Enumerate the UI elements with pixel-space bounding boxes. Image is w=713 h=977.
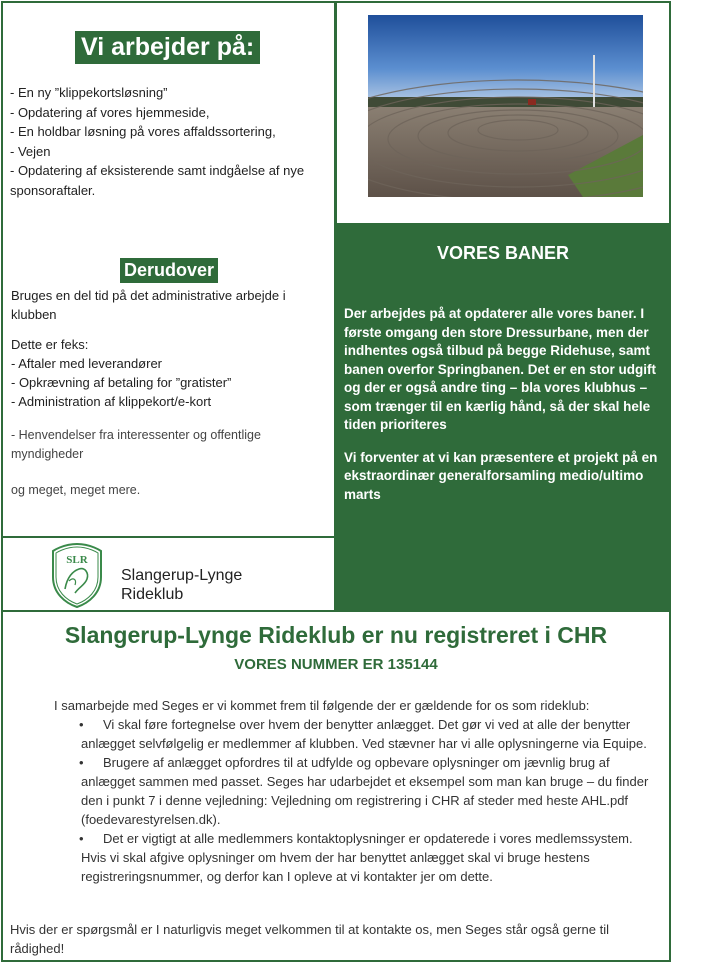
- feks-heading: Dette er feks:: [11, 337, 89, 352]
- list-item: - Opkrævning af betaling for ”gratister”: [11, 375, 232, 390]
- baner-paragraph: Der arbejdes på at opdaterer alle vores baner. I første omgang den store Dressurbane, men der indhentes også tilbud på begge Ridehuse, samt banen overfor Springbanen. Det er en stor udgift og der er også andre ting – bla vores klubhus – som trænger til en kærlig hånd, så der skal hele tiden prioriteres: [344, 306, 657, 432]
- work-title: Vi arbejder på:: [75, 31, 260, 64]
- bullet-text: Det er vigtigt at alle medlemmers kontaktoplysninger er opdaterede i vores medlemssystem. Hvis vi skal afgive oplysninger om hvem der har benyttet anlægget skal vi bruge hestens registreringsnummer, og derfor kan I opleve at vi kontakter jer om dette.: [81, 831, 633, 884]
- bullet-text: Brugere af anlægget opfordres til at udfylde og opbevare oplysninger om jævnlig brug af anlægget sammen med passet. Seges har udarbejdet et eksempel som man kan bruge – du finder den i punkt 7 i denne vejledning: Vejledning om registrering i CHR af steder med heste AHL.pdf (foedevarestyrelsen.dk).: [81, 755, 649, 827]
- derudover-intro: Bruges en del tid på det administrative arbejde i klubben: [11, 288, 286, 322]
- club-name: [121, 566, 242, 604]
- og-meget-text: og meget, meget mere.: [11, 483, 141, 497]
- feks-list: [11, 335, 331, 411]
- club-name-line2: Rideklub: [121, 586, 184, 603]
- club-name-line1: Slangerup-Lynge: [121, 567, 243, 584]
- bullet-text: Vi skal føre fortegnelse over hvem der benytter anlægget. Det gør vi ved at alle der benytter anlægget selvfølgelig er medlemmer af klubben. Ved stævner har vi alle oplysningerne via Equipe.: [81, 717, 647, 751]
- chr-intro: I samarbejde med Seges er vi kommet frem til følgende der er gældende for os som rideklub:: [54, 698, 590, 713]
- chr-title: Slangerup-Lynge Rideklub er nu registreret i CHR: [64, 622, 608, 648]
- baner-panel: [337, 223, 669, 609]
- chr-bullet-list: [81, 715, 661, 886]
- list-item: - Opdatering af eksisterende samt indgåelse af nye sponsoraftaler.: [10, 163, 305, 198]
- list-item: [81, 715, 661, 753]
- baner-paragraph: Vi forventer at vi kan præsentere et projekt på en ekstraordinær generalforsamling medio/ultimo marts: [344, 449, 658, 502]
- work-section: [1, 1, 336, 538]
- derudover-title: Derudover: [120, 258, 218, 283]
- list-item: - Aftaler med leverandører: [11, 356, 163, 371]
- bullet-icon: •: [79, 831, 84, 846]
- baner-body: [344, 305, 664, 518]
- work-list: [10, 83, 332, 200]
- bullet-icon: •: [79, 755, 84, 770]
- club-logo-box: [1, 536, 336, 612]
- list-item: - Opdatering af vores hjemmeside,: [10, 104, 210, 120]
- list-item: [81, 829, 661, 886]
- chr-footer: Hvis der er spørgsmål er I naturligvis meget velkommen til at kontakte os, men Seges står også gerne til rådighed!: [10, 922, 609, 956]
- list-item: - Vejen: [10, 143, 51, 159]
- bullet-icon: •: [79, 717, 84, 732]
- list-item: - En ny ”klippekortsløsning”: [10, 85, 168, 100]
- emblem-letters: SLR: [66, 554, 88, 566]
- list-item: - En holdbar løsning på vores affaldssortering,: [10, 124, 276, 139]
- chr-section: [1, 610, 671, 962]
- baner-section: [335, 1, 671, 611]
- list-item: [81, 753, 661, 829]
- baner-title: VORES BANER: [436, 243, 570, 263]
- henvendelser-text: - Henvendelser fra interessenter og offentlige myndigheder: [11, 428, 261, 461]
- list-item: - Administration af klippekort/e-kort: [11, 394, 212, 409]
- chr-number: VORES NUMMER ER 135144: [234, 656, 438, 673]
- arena-photo-illustration: [368, 15, 643, 197]
- club-emblem-icon: [47, 541, 107, 609]
- arena-photo: [368, 15, 643, 197]
